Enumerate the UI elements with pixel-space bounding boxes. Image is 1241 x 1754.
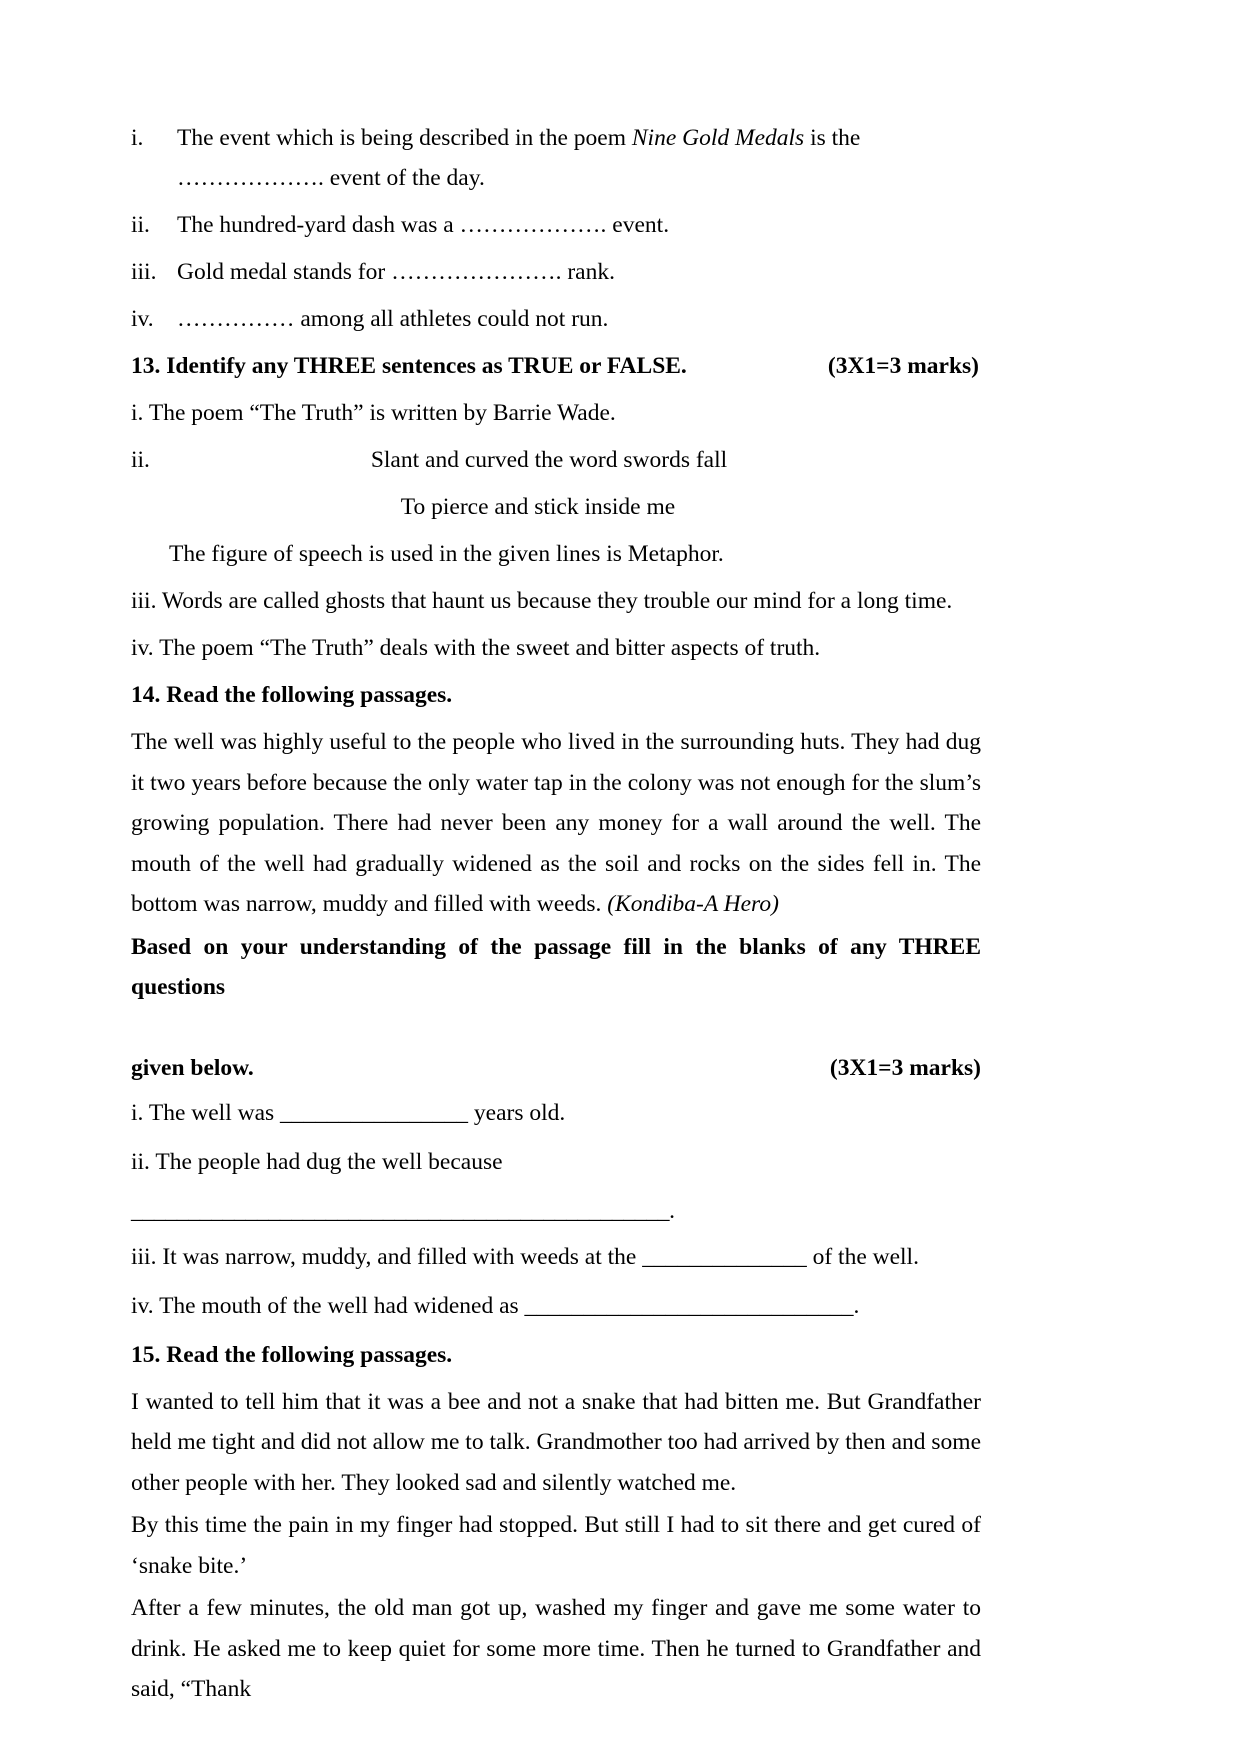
- question-14-marks: (3X1=3 marks): [829, 1055, 981, 1081]
- q13-item-ii-number: ii.: [131, 447, 150, 473]
- q13-item-iii: iii. Words are called ghosts that haunt us because they trouble our mind for a long time.: [131, 588, 953, 614]
- question-14-heading: 14. Read the following passages.: [131, 682, 453, 708]
- poem-title-italic: Nine Gold Medals: [631, 125, 805, 151]
- question-15-paragraph-1: I wanted to tell him that it was a bee and not a snake that had bitten me. But Grandfather held me tight and did not allow me to talk. Grandmother too had arrived by then and some other people with her. They looked sad and silently watched me.: [131, 1388, 981, 1496]
- question-14-passage-source: (Kondiba-A Hero): [607, 891, 779, 917]
- question-14-passage-text: The well was highly useful to the people who lived in the surrounding huts. They had dug it two years before because the only water tap in the colony was not enough for the slum’s growing population. There had never been any money for a wall around the well. The mouth of the well had gradually widened as the soil and rocks on the sides fell in. The bottom was narrow, muddy and filled with weeds.: [131, 729, 981, 917]
- question-15-heading: 15. Read the following passages.: [131, 1341, 453, 1368]
- q13-item-ii-followup: The figure of speech is used in the given lines is Metaphor.: [169, 541, 724, 567]
- question-15-paragraph-3: After a few minutes, the old man got up, washed my finger and gave me some water to drink. He asked me to keep quiet for some more time. Then he turned to Grandfather and said, “Thank: [131, 1595, 981, 1702]
- list-item-text-before: The event which is being described in the poem: [177, 125, 632, 151]
- list-item-text: Gold medal stands for …………………. rank.: [177, 259, 615, 285]
- q14-item-iii: iii. It was narrow, muddy, and filled with weeds at the ______________ of the well.: [131, 1243, 919, 1270]
- question-13-heading-row: [131, 346, 981, 386]
- q13-item-i: i. The poem “The Truth” is written by Barrie Wade.: [131, 400, 616, 426]
- q13-item-ii-verse-line-2: To pierce and stick inside me: [400, 494, 676, 520]
- list-item-text: [177, 118, 981, 198]
- list-item-text-after: is the ………………. event of the day.: [177, 125, 861, 191]
- list-item: [131, 118, 981, 198]
- question-14-instruction-line-2-text: given below.: [131, 1055, 254, 1081]
- page-content: [131, 118, 981, 1710]
- list-item-number: iii.: [131, 259, 157, 285]
- list-item-text: The hundred-yard dash was a ………………. event.: [177, 212, 670, 238]
- list-item: [131, 299, 981, 339]
- question-14-instruction-line-2: [131, 1048, 981, 1089]
- list-item-number: iv.: [131, 306, 154, 332]
- q13-item-iv: iv. The poem “The Truth” deals with the sweet and bitter aspects of truth.: [131, 635, 821, 661]
- q13-item-ii: [131, 440, 981, 480]
- q13-item-ii-verse-line-1: Slant and curved the word swords fall: [370, 447, 728, 473]
- list-item: [131, 252, 981, 292]
- list-item-number: ii.: [131, 212, 150, 238]
- question-14-instruction: [131, 927, 981, 1089]
- list-item-text: …………… among all athletes could not run.: [177, 306, 609, 332]
- q14-item-i: i. The well was ________________ years old.: [131, 1099, 566, 1126]
- q14-item-ii: ii. The people had dug the well because: [131, 1148, 503, 1175]
- question-15-paragraph-2: By this time the pain in my finger had stopped. But still I had to sit there and get cured of ‘snake bite.’: [131, 1512, 981, 1579]
- q14-item-ii-answer-blank: _______________________________________________.: [131, 1197, 675, 1224]
- q14-item-iv: iv. The mouth of the well had widened as ____________________________.: [131, 1292, 860, 1319]
- question-14-passage: [131, 722, 981, 925]
- question-13-marks: (3X1=3 marks): [827, 353, 979, 379]
- list-item-number: i.: [131, 125, 144, 151]
- list-item: [131, 205, 981, 245]
- question-13-heading: 13. Identify any THREE sentences as TRUE or FALSE.: [131, 353, 687, 379]
- question-14-instruction-line-1: Based on your understanding of the passage fill in the blanks of any THREE questions: [131, 933, 981, 1000]
